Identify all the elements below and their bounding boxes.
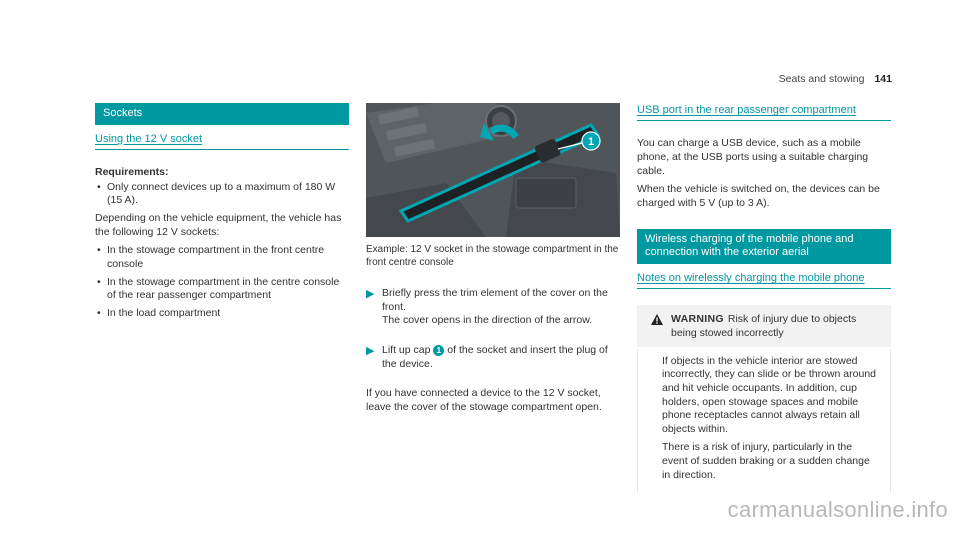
site-watermark: carmanualsonline.info	[727, 497, 948, 523]
console-illustration	[366, 103, 620, 237]
step-arrow-icon: ▶	[366, 344, 375, 357]
warning-box	[637, 305, 891, 493]
step-2-text-pre: Lift up cap	[382, 343, 431, 356]
console-figure	[366, 103, 620, 237]
subheading-usb-port[interactable]: USB port in the rear passenger compartment	[637, 103, 891, 121]
warning-body	[637, 349, 891, 494]
step-1-result: The cover opens in the direction of the arrow.	[382, 314, 593, 327]
warning-label: WARNING	[671, 313, 724, 326]
socket-item: • In the load compartment	[95, 307, 349, 321]
page-header	[779, 73, 892, 87]
usb-paragraph-2: When the vehicle is switched on, the devices can be charged with 5 V (up to 3 A).	[637, 183, 880, 209]
usb-paragraph-1: You can charge a USB device, such as a mobile phone, at the USB ports using a suitable charging cable.	[637, 137, 869, 177]
step-arrow-icon: ▶	[366, 288, 375, 300]
subheading-wireless-notes[interactable]: Notes on wirelessly charging the mobile phone	[637, 271, 891, 289]
callout-badge: 1	[433, 345, 444, 356]
warning-summary-block	[671, 313, 881, 340]
figure-caption: Example: 12 V socket in the stowage compartment in the front centre console	[366, 244, 619, 268]
sockets-list	[95, 244, 349, 320]
left-column	[95, 103, 349, 324]
page-number: 141	[874, 73, 892, 85]
figure-callout-label: 1	[587, 136, 595, 148]
warning-summary: Risk of injury due to objects being stowed incorrectly	[671, 313, 857, 339]
socket-item: • In the stowage compartment in the front centre console	[95, 244, 349, 271]
step-2-text-post: of the socket and insert the plug of the device.	[382, 343, 608, 370]
warning-paragraph-2: There is a risk of injury, particularly in the event of sudden braking or a sudden change in direction.	[662, 441, 870, 481]
middle-column	[366, 103, 620, 419]
warning-header	[637, 305, 891, 348]
section-title-sockets: Sockets	[95, 103, 349, 125]
warning-paragraph-1: If objects in the vehicle interior are stowed incorrectly, they can slide or be thrown around and hit vehicle occupants. In addition, cup holders, open stowage spaces and mobile phone receptacles cannot always retain all objects within.	[662, 354, 876, 435]
cover-note: If you have connected a device to the 12 V socket, leave the cover of the stowage compartment open.	[366, 387, 602, 413]
step-1-action: Briefly press the trim element of the cover on the front.	[382, 287, 608, 313]
sockets-intro: Depending on the vehicle equipment, the vehicle has the following 12 V sockets:	[95, 211, 342, 238]
warning-triangle-icon	[651, 313, 663, 340]
requirement-item: • Only connect devices up to a maximum of 180 W (15 A).	[95, 181, 349, 208]
instruction-step-1	[366, 287, 620, 340]
socket-item: • In the stowage compartment in the centre console of the rear passenger compartment	[95, 276, 349, 303]
requirements-list	[95, 181, 349, 208]
header-section-title: Seats and stowing	[778, 73, 865, 85]
section-title-wireless-charging: Wireless charging of the mobile phone and connection with the exterior aerial	[637, 229, 891, 265]
subheading-12v-socket[interactable]: Using the 12 V socket	[95, 132, 349, 150]
instruction-step-2	[366, 344, 620, 383]
right-column	[637, 103, 891, 493]
requirements-label: Requirements:	[95, 166, 169, 179]
